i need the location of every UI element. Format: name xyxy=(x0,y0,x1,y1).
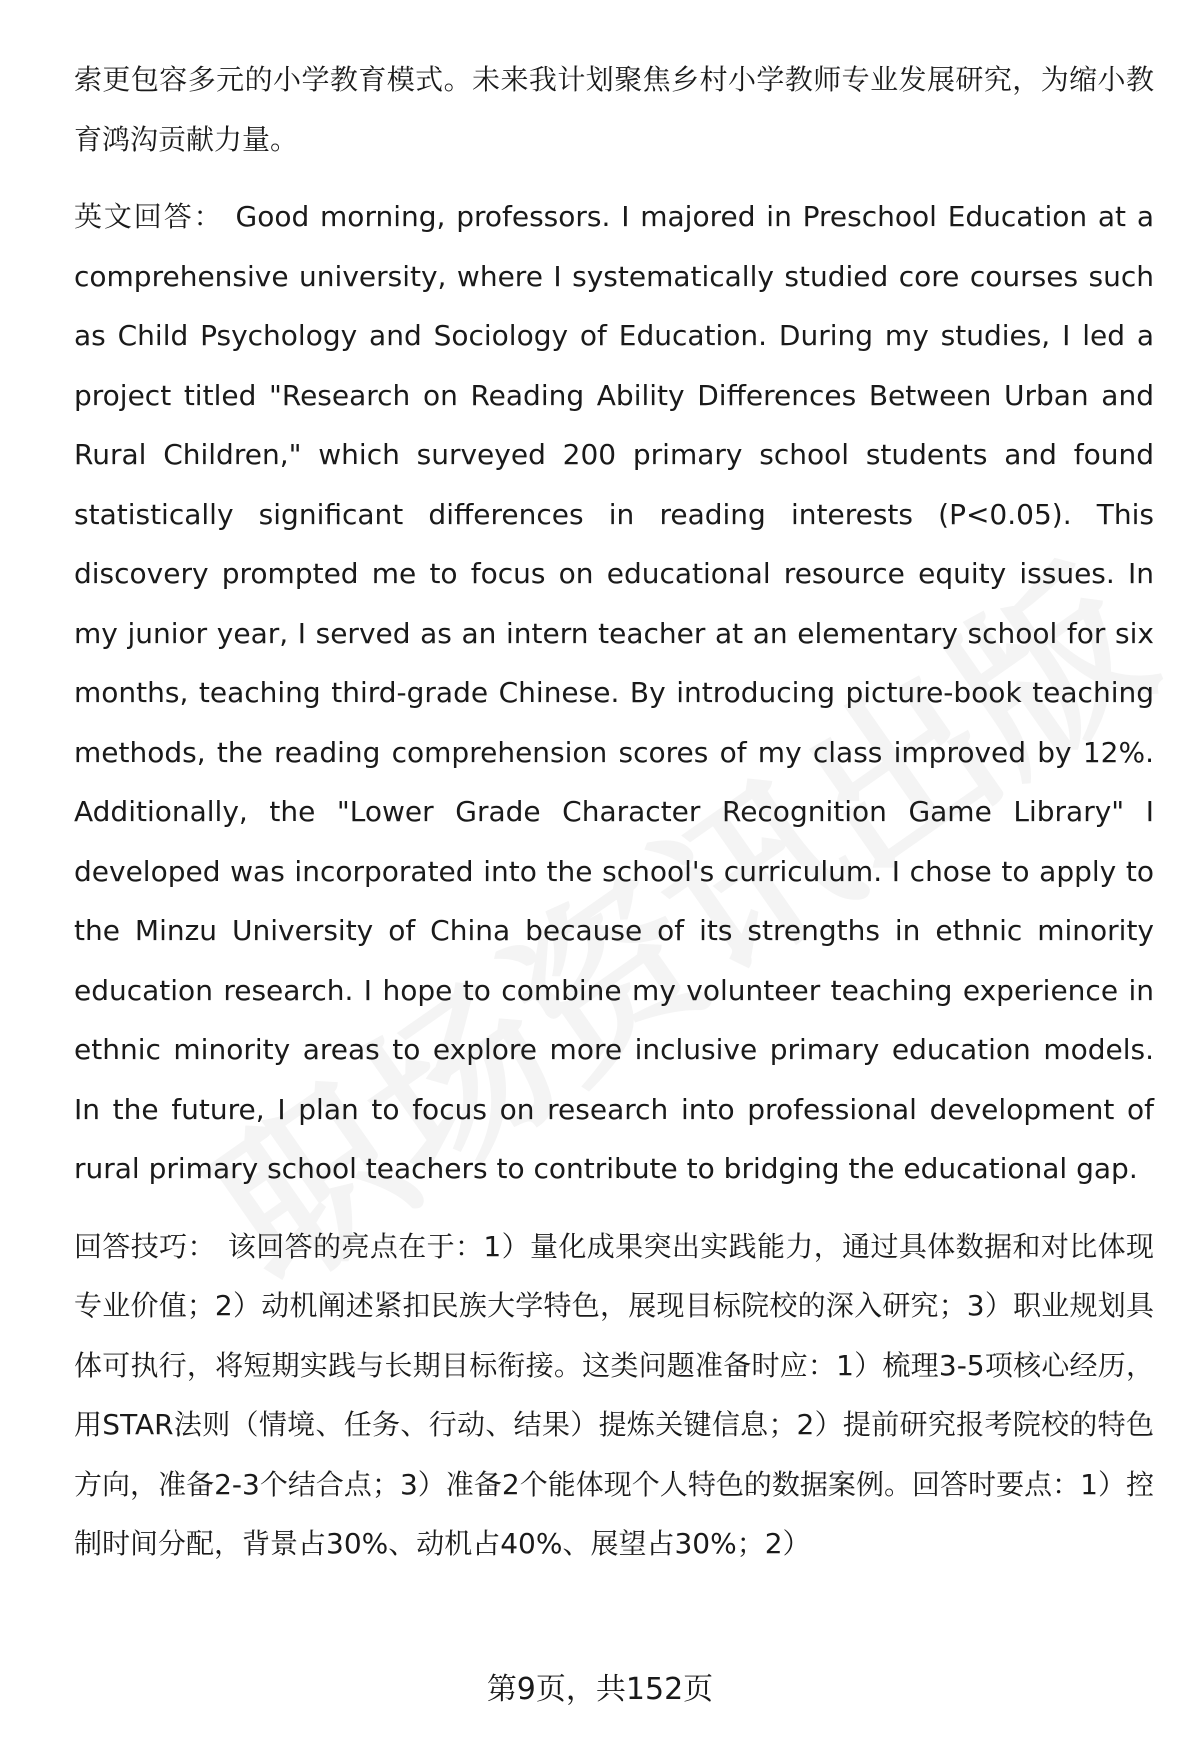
paragraph-english-answer xyxy=(74,187,1154,1199)
document-page xyxy=(74,50,1154,1574)
paragraph-answer-tips xyxy=(74,1217,1154,1574)
english-answer-text: Good morning, professors. I majored in Preschool Education at a comprehensive university, where I systematically studied core courses such as Child Psychology and Sociology of Education. During my studies, I led a project titled "Research on Reading Ability Differences Between Urban and Rural Children," which surveyed 200 primary school students and found statistically significant differences in reading interests (P<0.05). This discovery prompted me to focus on educational resource equity issues. In my junior year, I served as an intern teacher at an elementary school for six months, teaching third-grade Chinese. By introducing picture-book teaching methods, the reading comprehension scores of my class improved by 12%. Additionally, the "Lower Grade Character Recognition Game Library" I developed was incorporated into the school's curriculum. I chose to apply to the Minzu University of China because of its strengths in ethnic minority education research. I hope to combine my volunteer teaching experience in ethnic minority areas to explore more inclusive primary education models. In the future, I plan to focus on research into professional development of rural primary school teachers to contribute to bridging the educational gap. xyxy=(74,200,1154,1185)
paragraph-continuation: 索更包容多元的小学教育模式。未来我计划聚焦乡村小学教师专业发展研究，为缩小教育鸿沟贡献力量。 xyxy=(74,63,1154,156)
page-indicator: 第9页，共152页 xyxy=(486,1672,714,1707)
english-answer-label: 英文回答： xyxy=(74,200,224,233)
answer-tips-label: 回答技巧： xyxy=(74,1229,216,1263)
answer-tips-text: 该回答的亮点在于：1）量化成果突出实践能力，通过具体数据和对比体现专业价值；2）动机阐述紧扣民族大学特色，展现目标院校的深入研究；3）职业规划具体可执行，将短期实践与长期目标衔接。这类问题准备时应：1）梳理3-5项核心经历，用STAR法则（情境、任务、行动、结果）提炼关键信息；2）提前研究报考院校的特色方向，准备2-3个结合点；3）准备2个能体现个人特色的数据案例。回答时要点：1）控制时间分配，背景占30%、动机占40%、展望占30%；2） xyxy=(74,1229,1154,1560)
